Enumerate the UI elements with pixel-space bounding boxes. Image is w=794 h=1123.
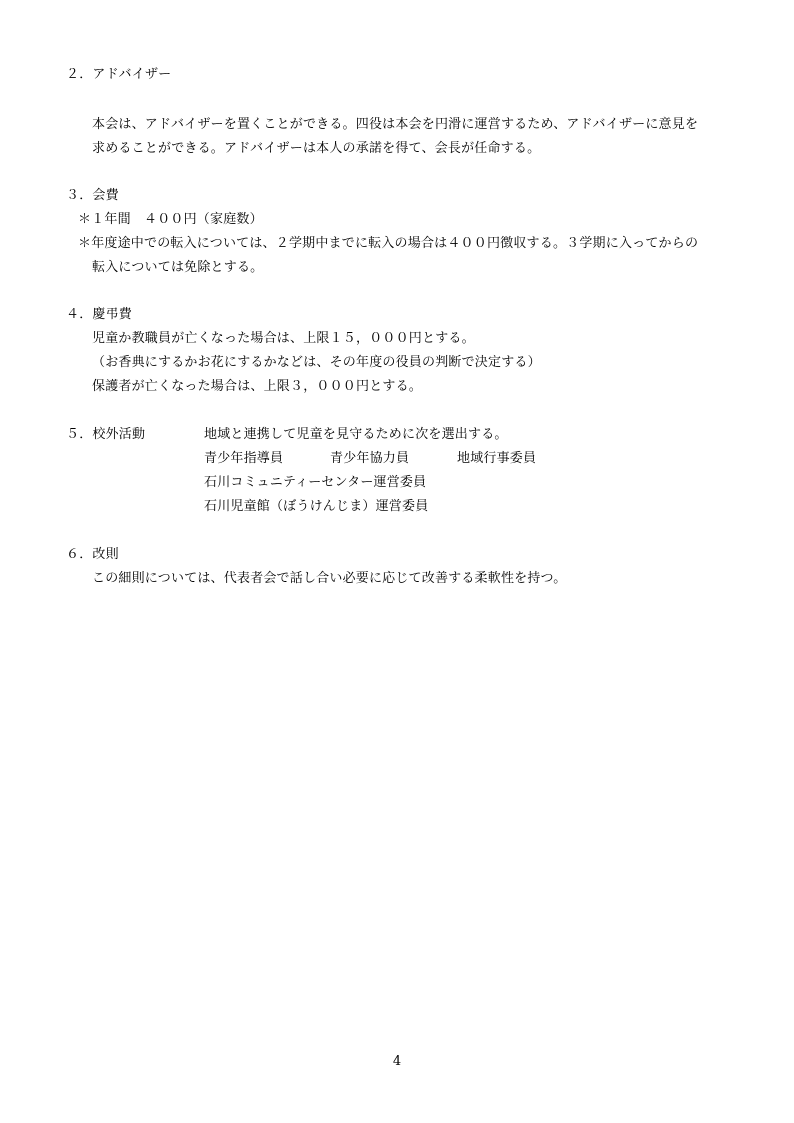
section-5-heading: ５．校外活動	[66, 427, 146, 442]
section-3-item-2: ＊年度途中での転入については、２学期中までに転入の場合は４００円徴収する。３学期に入ってからの	[78, 236, 699, 251]
section-4-line-2: （お香典にするかお花にするかなどは、その年度の役員の判断で決定する）	[92, 355, 541, 370]
section-3-item-2-continued: 転入については免除とする。	[92, 260, 264, 275]
section-4-line-3: 保護者が亡くなった場合は、上限３，０００円とする。	[92, 379, 423, 394]
section-2-line-2: 求めることができる。アドバイザーは本人の承諾を得て、会長が任命する。	[92, 141, 541, 156]
section-2-heading: ２．アドバイザー	[66, 67, 172, 82]
page-number: 4	[392, 1054, 402, 1069]
section-4-heading: ４．慶弔費	[66, 307, 133, 322]
role-community-center: 石川コミュニティーセンター運営委員	[204, 475, 427, 490]
section-3-heading: ３．会費	[66, 188, 119, 203]
role-community-events: 地域行事委員	[457, 451, 537, 466]
section-6-heading: ６．改則	[66, 547, 119, 562]
section-4-line-1: 児童か教職員が亡くなった場合は、上限１５，０００円とする。	[92, 331, 475, 346]
section-2-line-1: 本会は、アドバイザーを置くことができる。四役は本会を円滑に運営するため、アドバイザーに意見を	[92, 117, 699, 132]
role-youth-cooperation: 青少年協力員	[330, 451, 410, 466]
section-6-line-1: この細則については、代表者会で話し合い必要に応じて改善する柔軟性を持つ。	[92, 571, 567, 586]
section-5-line-1: 地域と連携して児童を見守るために次を選出する。	[204, 427, 508, 442]
role-childrens-hall: 石川児童館（ぼうけんじま）運営委員	[204, 499, 429, 514]
section-3-item-1: ＊１年間 ４００円（家庭数）	[78, 212, 263, 227]
role-youth-guidance: 青少年指導員	[204, 451, 284, 466]
